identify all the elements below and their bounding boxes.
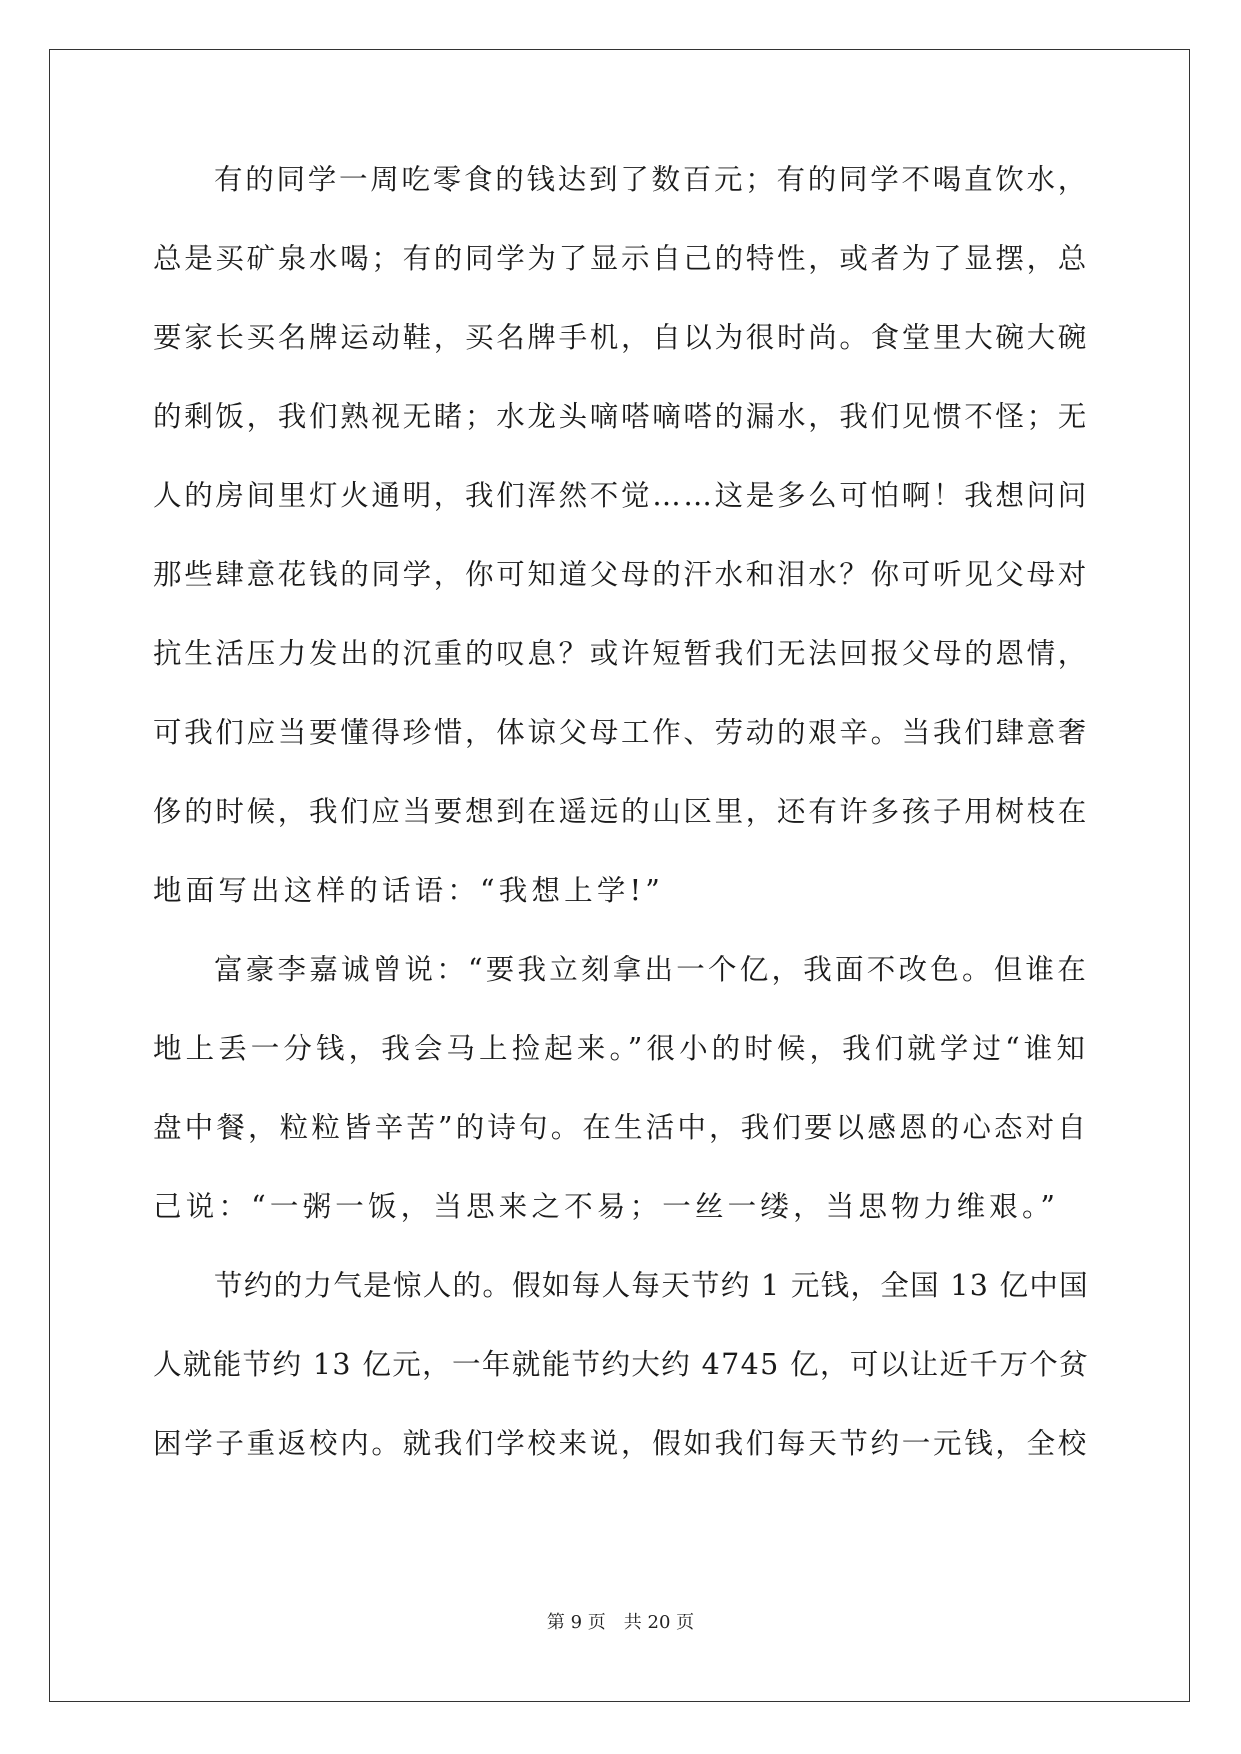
text-line: 侈的时候，我们应当要想到在遥远的山区里，还有许多孩子用树枝在 — [153, 795, 1089, 828]
document-body — [153, 160, 1089, 1503]
text-line: 盘中餐，粒粒皆辛苦”的诗句。在生活中，我们要以感恩的心态对自 — [153, 1111, 1089, 1144]
text-line: 抗生活压力发出的沉重的叹息？或许短暂我们无法回报父母的恩情， — [153, 637, 1089, 670]
page-number: 第 9 页 共 20 页 — [546, 1612, 695, 1633]
text-line: 可我们应当要懂得珍惜，体谅父母工作、劳动的艰辛。当我们肆意奢 — [153, 716, 1089, 749]
text-line: 人的房间里灯火通明，我们浑然不觉……这是多么可怕啊！我想问问 — [153, 479, 1089, 512]
page-footer — [0, 1608, 1241, 1634]
text-line: 己说：“一粥一饭，当思来之不易；一丝一缕，当思物力维艰。” — [153, 1190, 1060, 1223]
text-line: 困学子重返校内。就我们学校来说，假如我们每天节约一元钱，全校 — [153, 1427, 1089, 1460]
text-line: 的剩饭，我们熟视无睹；水龙头嘀嗒嘀嗒的漏水，我们见惯不怪；无 — [153, 400, 1089, 433]
text-line: 人就能节约 13 亿元，一年就能节约大约 4745 亿，可以让近千万个贫 — [153, 1348, 1089, 1381]
text-line: 总是买矿泉水喝；有的同学为了显示自己的特性，或者为了显摆，总 — [153, 242, 1089, 275]
text-line: 要家长买名牌运动鞋，买名牌手机，自以为很时尚。食堂里大碗大碗 — [153, 321, 1089, 354]
text-line: 富豪李嘉诚曾说：“要我立刻拿出一个亿，我面不改色。但谁在 — [214, 953, 1089, 986]
text-line: 节约的力气是惊人的。假如每人每天节约 1 元钱，全国 13 亿中国 — [214, 1269, 1089, 1302]
text-line: 地面写出这样的话语：“我想上学!” — [153, 874, 664, 907]
text-line: 地上丢一分钱，我会马上捡起来。”很小的时候，我们就学过“谁知 — [153, 1032, 1089, 1065]
text-line: 有的同学一周吃零食的钱达到了数百元；有的同学不喝直饮水， — [214, 163, 1089, 196]
text-line: 那些肆意花钱的同学，你可知道父母的汗水和泪水？你可听见父母对 — [153, 558, 1089, 591]
